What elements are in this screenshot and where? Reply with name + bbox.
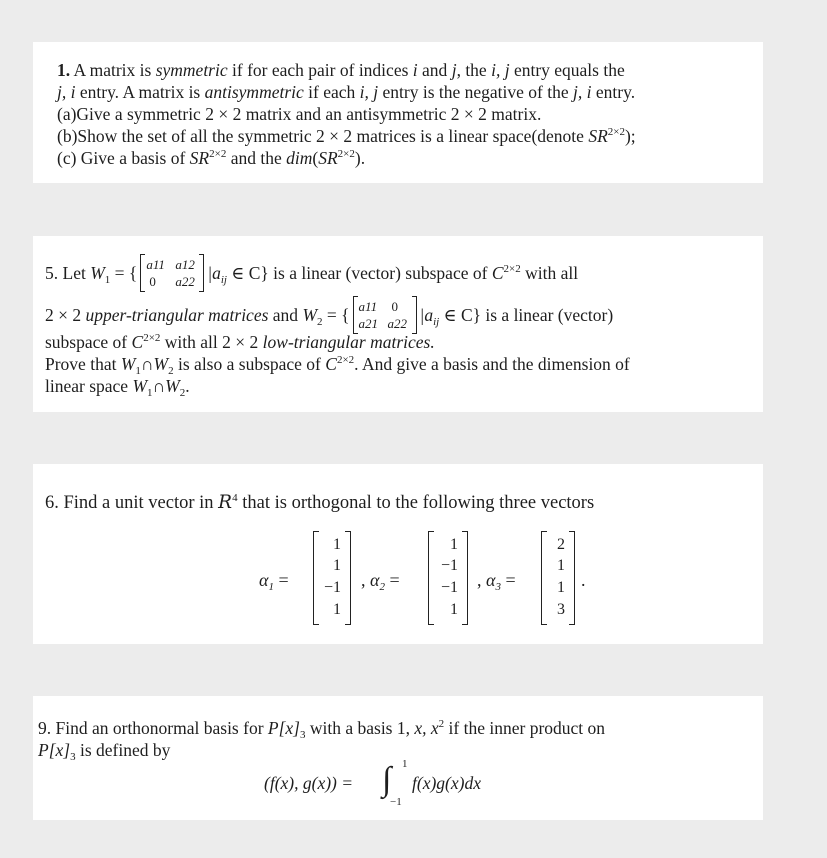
matrix-entry: a11	[146, 257, 165, 272]
q5-line-5	[45, 375, 190, 397]
integral-lower-limit: −1	[390, 796, 402, 808]
q1-text: (	[312, 148, 319, 168]
q1-text: and the	[230, 148, 282, 168]
q1-part-c	[57, 147, 365, 169]
q5-math: W	[90, 263, 105, 284]
w1-matrix	[140, 254, 204, 292]
question-5-card	[33, 236, 763, 412]
q9-math: P[x]	[38, 740, 71, 760]
q1-math: SR	[588, 126, 608, 146]
q1-text: (c) Give a basis of	[57, 148, 186, 168]
vector-entry: 1	[333, 536, 341, 553]
q6-text: that is orthogonal to the following three vectors	[242, 493, 595, 513]
q1-sup: 2×2	[607, 126, 625, 138]
q1-text: );	[624, 126, 636, 146]
q5-text: and	[272, 305, 299, 326]
q5-text: Prove that	[45, 354, 117, 374]
q1-math: SR	[189, 148, 210, 168]
matrix-entry: 0	[391, 299, 399, 314]
q5-math: W	[132, 376, 148, 396]
matrix-entry: a22	[387, 316, 408, 331]
q1-text: if each	[308, 82, 356, 102]
q5-math: |a	[419, 305, 434, 326]
q5-sub: ij	[220, 274, 227, 287]
alpha2-label: , $\alpha_2$ =	[361, 570, 400, 593]
q5-sub: 1	[135, 365, 141, 377]
q1-text: if for each pair of indices	[232, 60, 409, 80]
question-9-card	[33, 696, 763, 820]
q1-math: i, j	[359, 82, 379, 102]
q5-text: linear space	[45, 376, 129, 396]
question-1-card	[33, 42, 763, 183]
q5-line-3	[45, 331, 435, 353]
q5-math: W	[302, 305, 318, 326]
q1-line-2	[57, 81, 635, 103]
q1-math: dim	[286, 148, 313, 168]
q1-line-1	[57, 59, 625, 81]
q5-sub: ij	[433, 316, 440, 329]
q1-text: entry.	[595, 82, 636, 102]
q5-sup: 2×2	[143, 332, 161, 344]
vector-entry: −1	[323, 579, 341, 596]
q5-math: C	[325, 354, 337, 374]
q5-term-low-triangular: low-triangular matrices.	[262, 332, 435, 352]
q5-text: ∩	[140, 354, 154, 374]
q5-text: is also a subspace of	[178, 354, 321, 374]
q1-math: j	[451, 60, 457, 80]
q5-math: W	[120, 354, 136, 374]
q1-text: entry equals the	[513, 60, 625, 80]
q5-sub: 1	[104, 274, 111, 287]
vector-entry: 2	[557, 536, 565, 553]
matrix-entry: a21	[358, 316, 379, 331]
q5-math: C	[131, 332, 144, 352]
q5-text: with all	[525, 263, 579, 284]
q1-text: entry. A matrix is	[79, 82, 201, 102]
question-6-card	[33, 464, 763, 644]
q5-math: W	[165, 376, 180, 396]
q5-term-upper-triangular: upper-triangular matrices	[85, 305, 269, 326]
q5-math: W	[153, 354, 169, 374]
q6-math: R	[218, 492, 233, 513]
q1-sup: 2×2	[209, 148, 227, 160]
q1-text: A matrix is	[73, 60, 152, 80]
q9-math: P[x]	[267, 718, 300, 738]
q6-period: .	[581, 570, 586, 590]
q1-text: ).	[354, 148, 366, 168]
q5-sub: 1	[147, 387, 153, 399]
q1-part-a: (a)Give a symmetric 2 × 2 matrix and an antisymmetric 2 × 2 matrix.	[57, 104, 542, 124]
vector-entry: 1	[333, 601, 341, 618]
q9-sup: 2	[438, 718, 445, 730]
q9-sub: 3	[299, 729, 306, 741]
q5-line-4	[45, 353, 630, 375]
q9-text: 9. Find an orthonormal basis for	[38, 718, 264, 738]
q1-text: and	[422, 60, 448, 80]
matrix-entry: 0	[149, 274, 156, 289]
inner-product-formula	[264, 772, 353, 794]
vector-entry: −1	[440, 557, 458, 574]
q9-text: if the inner product on	[448, 718, 606, 738]
q5-text: ∩	[152, 376, 166, 396]
q5-text: with all 2 × 2	[164, 332, 259, 352]
alpha1-label: $\alpha_1$ =	[259, 570, 289, 593]
alpha2-vector	[428, 531, 468, 625]
q5-sup: 2×2	[336, 354, 355, 366]
q1-term-symmetric: symmetric	[155, 60, 228, 80]
q5-text: 5. Let	[45, 263, 86, 284]
q1-math: i, j	[491, 60, 510, 80]
q5-text: .	[185, 376, 190, 396]
integral-symbol: ∫	[382, 761, 392, 798]
q5-text: 2 × 2	[45, 305, 82, 326]
q5-text: = {	[114, 263, 138, 284]
vector-entry: 1	[557, 557, 565, 574]
vector-entry: 1	[333, 557, 341, 574]
vector-entry: 1	[450, 536, 458, 553]
q1-sup: 2×2	[337, 148, 355, 160]
q5-text: ∈ C} is a linear (vector) subspace of	[231, 263, 488, 284]
q1-term-antisymmetric: antisymmetric	[204, 82, 304, 102]
q1-math: i	[412, 60, 418, 80]
alpha1-vector	[313, 531, 351, 625]
q6-line-1	[45, 492, 594, 514]
q1-text: entry is the negative of the	[382, 82, 569, 102]
w2-matrix	[353, 296, 417, 334]
q6-text: 6. Find a unit vector in	[45, 493, 214, 513]
q5-line-1	[45, 256, 578, 294]
q1-math: SR	[318, 148, 338, 168]
matrix-entry: a22	[175, 274, 195, 289]
q5-sub: 2	[168, 365, 174, 377]
q9-line-1	[38, 717, 605, 739]
q5-math: |a	[207, 263, 221, 284]
integral-upper-limit: 1	[402, 758, 408, 770]
q1-text: (b)Show the set of all the symmetric 2 × 2 matrices is a linear space(denote	[57, 126, 584, 146]
alpha3-label: , $\alpha_3$ =	[477, 570, 516, 593]
q9-line-2	[38, 739, 170, 761]
q5-text: . And give a basis and the dimension of	[354, 354, 630, 374]
vector-entry: 3	[557, 601, 565, 618]
q1-number: 1.	[57, 60, 71, 80]
vector-entry: 1	[450, 601, 458, 618]
alpha3-vector	[541, 531, 575, 625]
q6-sup: 4	[232, 492, 238, 504]
q9-text: with a basis 1,	[309, 718, 410, 738]
q1-math: j, i	[57, 82, 76, 102]
matrix-entry: a12	[175, 257, 195, 272]
vector-entry: 1	[557, 579, 565, 596]
q9-math: x, x	[414, 718, 439, 738]
q5-math: C	[491, 263, 504, 284]
q9-sub: 3	[70, 751, 76, 763]
q5-text: = {	[326, 305, 350, 326]
q1-part-b	[57, 125, 636, 147]
q5-sub: 2	[179, 387, 186, 399]
formula-lhs: (f(x), g(x)) =	[264, 773, 354, 793]
integrand: f(x)g(x)dx	[412, 773, 481, 793]
matrix-entry: a11	[358, 299, 378, 314]
q5-text: subspace of	[45, 332, 128, 352]
vector-entry: −1	[440, 579, 458, 596]
q1-text: , the	[456, 60, 487, 80]
q5-sub: 2	[317, 316, 323, 329]
q5-sup: 2×2	[503, 263, 521, 276]
q5-text: ∈ C} is a linear (vector)	[443, 305, 614, 326]
q9-text: is defined by	[79, 740, 171, 760]
q1-math: j, i	[573, 82, 592, 102]
